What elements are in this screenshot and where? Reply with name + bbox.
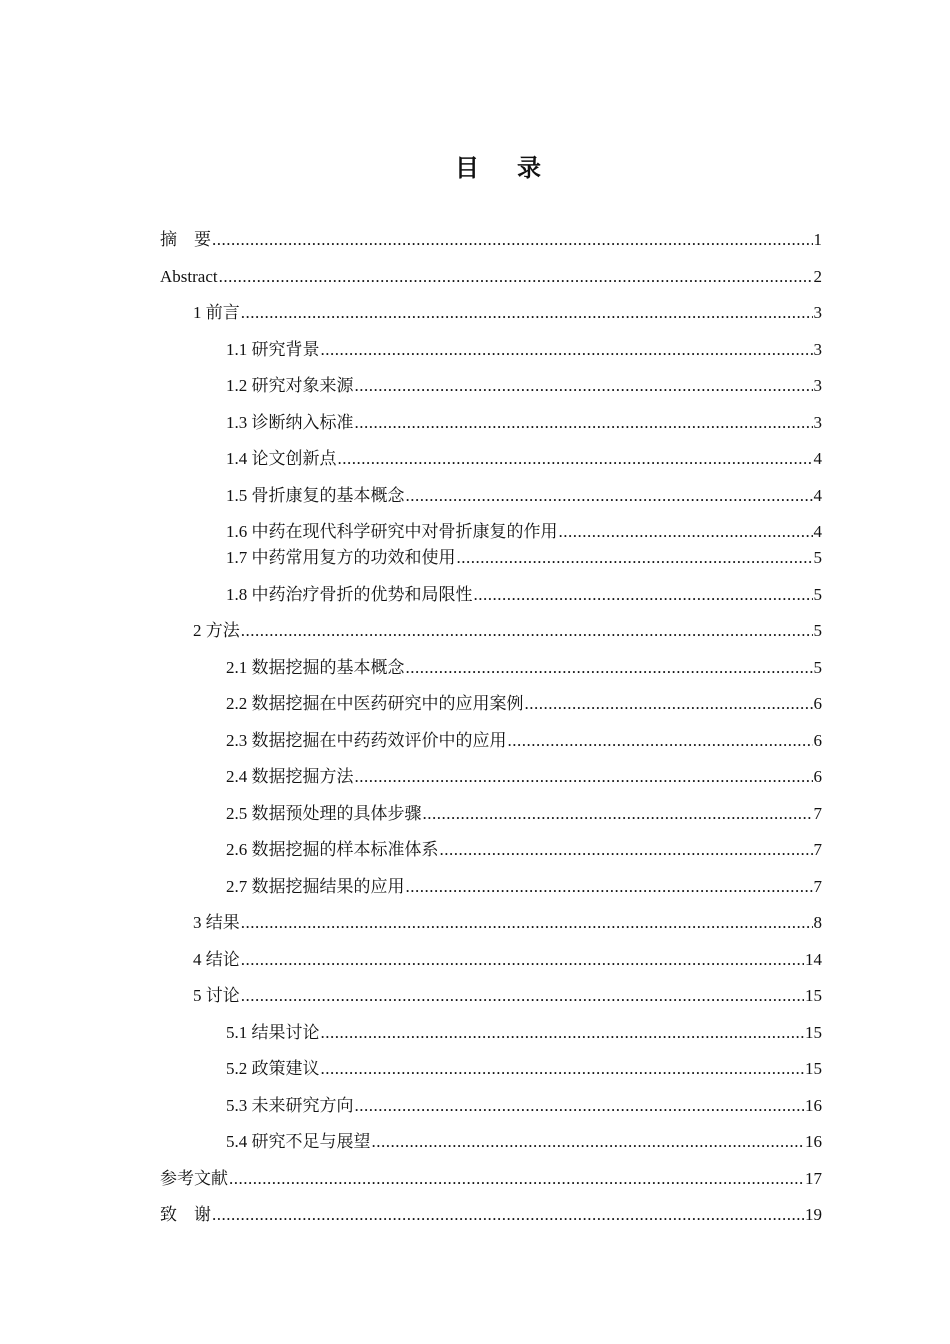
toc-entry-label: 2.3 数据挖掘在中药药效评价中的应用 [226,730,507,750]
table-of-contents [160,222,822,1234]
toc-entry[interactable] [160,1161,822,1198]
toc-entry[interactable] [160,332,822,369]
dot-leader [355,1096,805,1116]
toc-entry-page: 4 [813,449,822,469]
toc-entry[interactable] [160,405,822,442]
toc-entry-label: 5.1 结果讨论 [226,1022,320,1042]
toc-entry-label: 2.2 数据挖掘在中医药研究中的应用案例 [226,694,524,714]
dot-leader [229,1169,804,1189]
toc-entry[interactable] [160,942,822,979]
toc-entry[interactable] [160,540,822,577]
dot-leader [423,804,813,824]
dot-leader [212,1205,804,1225]
toc-entry-page: 3 [813,376,822,396]
toc-entry-label: 致 谢 [160,1205,211,1225]
toc-entry[interactable] [160,1124,822,1161]
dot-leader [241,913,813,933]
toc-entry[interactable] [160,222,822,259]
dot-leader [406,658,813,678]
dot-leader [321,340,813,360]
toc-entry[interactable] [160,1051,822,1088]
toc-entry-page: 3 [813,412,822,432]
toc-entry-page: 2 [813,266,822,286]
toc-entry-page: 1 [813,230,822,250]
toc-entry-page: 19 [805,1205,822,1225]
toc-entry-label: 4 结论 [193,949,240,969]
toc-entry-label: 1.6 中药在现代科学研究中对骨折康复的作用 [226,522,558,542]
toc-entry[interactable] [160,978,822,1015]
toc-entry-page: 5 [813,548,822,568]
dot-leader [474,585,813,605]
dot-leader [406,486,813,506]
toc-entry-label: 1.1 研究背景 [226,339,320,359]
toc-entry-page: 5 [813,657,822,677]
toc-entry-label: 参考文献 [160,1168,228,1188]
toc-entry-label: 2 方法 [193,621,240,641]
toc-entry-label: 1 前言 [193,303,240,323]
toc-entry[interactable] [160,1015,822,1052]
toc-entry-label: 1.3 诊断纳入标准 [226,412,354,432]
dot-leader [241,621,813,641]
dot-leader [372,1132,805,1152]
toc-entry-label: 2.7 数据挖掘结果的应用 [226,876,405,896]
dot-leader [525,694,813,714]
toc-entry-label: 2.1 数据挖掘的基本概念 [226,657,405,677]
toc-entry-page: 4 [813,522,822,542]
dot-leader [559,522,813,542]
toc-entry-label: 摘 要 [160,230,211,250]
toc-entry-label: 1.8 中药治疗骨折的优势和局限性 [226,584,473,604]
dot-leader [355,767,813,787]
toc-entry-label: 5.2 政策建议 [226,1059,320,1079]
toc-entry[interactable] [160,869,822,906]
toc-entry-label: 5.3 未来研究方向 [226,1095,354,1115]
dot-leader [241,986,804,1006]
toc-entry-label: 5.4 研究不足与展望 [226,1132,371,1152]
toc-entry-page: 7 [813,803,822,823]
dot-leader [355,376,813,396]
dot-leader [241,950,804,970]
dot-leader [440,840,813,860]
dot-leader [406,877,813,897]
toc-entry-page: 8 [813,913,822,933]
dot-leader [338,449,813,469]
toc-entry-page: 6 [813,694,822,714]
toc-entry-label: 1.5 骨折康复的基本概念 [226,485,405,505]
toc-entry[interactable] [160,441,822,478]
toc-entry[interactable] [160,905,822,942]
dot-leader [508,731,813,751]
toc-entry-page: 16 [805,1095,822,1115]
toc-entry-page: 7 [813,876,822,896]
toc-entry[interactable] [160,723,822,760]
toc-entry[interactable] [160,613,822,650]
toc-entry-page: 15 [805,1059,822,1079]
toc-entry-page: 16 [805,1132,822,1152]
dot-leader [212,230,813,250]
toc-entry-page: 14 [805,949,822,969]
toc-entry-label: 1.4 论文创新点 [226,449,337,469]
toc-entry[interactable] [160,686,822,723]
toc-entry-label: 5 讨论 [193,986,240,1006]
toc-entry-label: Abstract [160,266,218,286]
toc-entry[interactable] [160,759,822,796]
toc-entry-page: 15 [805,986,822,1006]
toc-entry-label: 2.5 数据预处理的具体步骤 [226,803,422,823]
toc-entry-label: 2.4 数据挖掘方法 [226,767,354,787]
toc-entry-page: 6 [813,730,822,750]
toc-entry[interactable] [160,650,822,687]
toc-entry-page: 3 [813,303,822,323]
toc-entry[interactable] [160,796,822,833]
toc-entry[interactable] [160,368,822,405]
toc-entry-page: 15 [805,1022,822,1042]
dot-leader [321,1023,805,1043]
toc-entry-label: 1.7 中药常用复方的功效和使用 [226,548,456,568]
toc-entry[interactable] [160,295,822,332]
toc-entry[interactable] [160,1197,822,1234]
toc-entry[interactable] [160,478,822,515]
title-char-1: 目 [455,154,479,182]
toc-entry-label: 1.2 研究对象来源 [226,376,354,396]
dot-leader [219,267,813,287]
title-char-2: 录 [517,154,541,182]
toc-entry-page: 3 [813,339,822,359]
toc-entry-page: 6 [813,767,822,787]
toc-entry-label: 2.6 数据挖掘的样本标准体系 [226,840,439,860]
toc-entry[interactable] [160,832,822,869]
page-title [0,148,950,183]
toc-entry-page: 4 [813,485,822,505]
toc-entry[interactable] [160,1088,822,1125]
dot-leader [355,413,813,433]
dot-leader [241,303,813,323]
toc-entry-page: 5 [813,621,822,641]
dot-leader [457,548,813,568]
dot-leader [321,1059,805,1079]
toc-entry-label: 3 结果 [193,913,240,933]
toc-entry[interactable] [160,259,822,296]
toc-entry-page: 17 [805,1168,822,1188]
toc-entry-page: 5 [813,584,822,604]
toc-entry-page: 7 [813,840,822,860]
toc-entry[interactable] [160,577,822,614]
